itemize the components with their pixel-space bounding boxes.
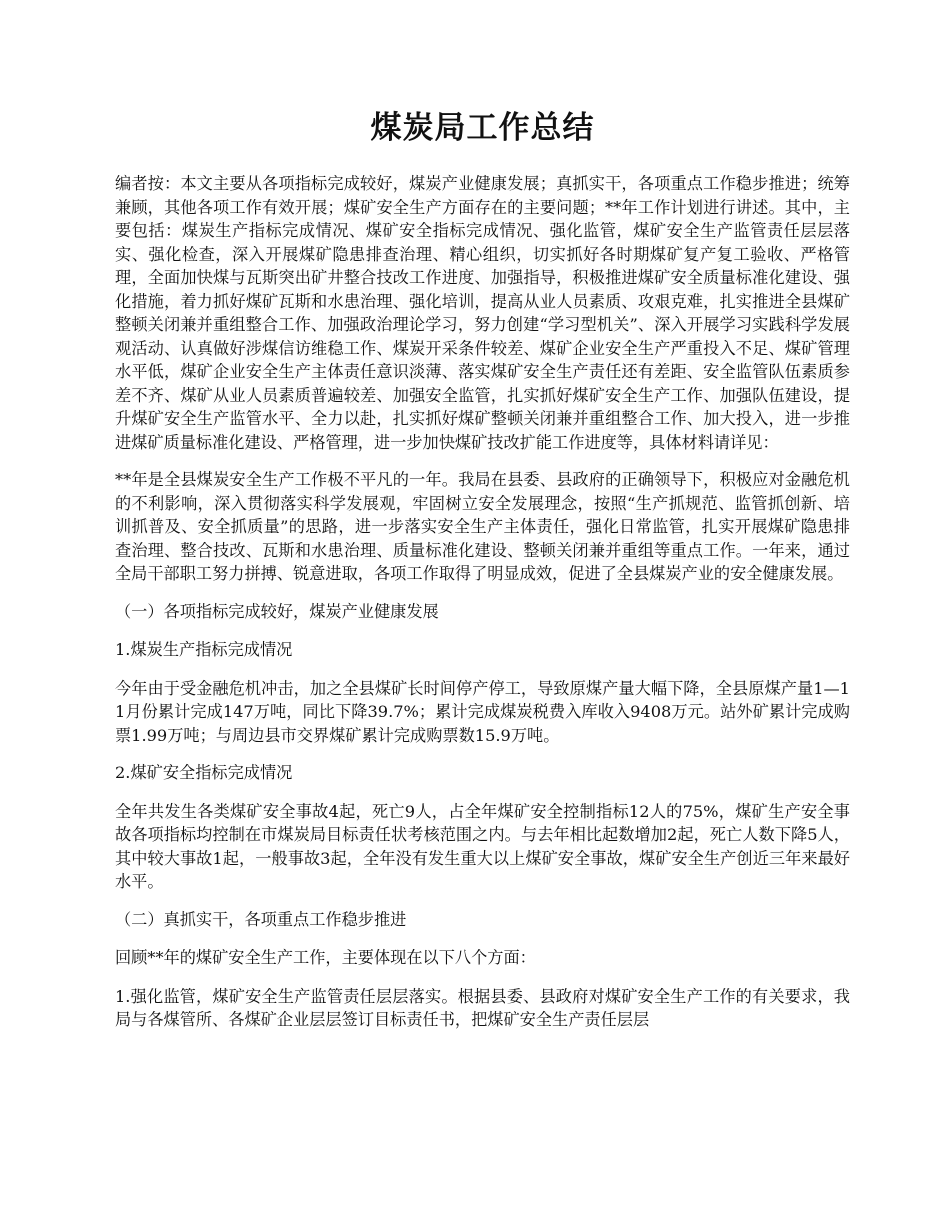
item-1-paragraph: 1.强化监管，煤矿安全生产监管责任层层落实。根据县委、县政府对煤矿安全生产工作的有关要求，我局与各煤管所、各煤矿企业层层签订目标责任书，把煤矿安全生产责任层层 [115, 986, 850, 1030]
document-page [115, 108, 850, 1046]
intro-paragraph: **年是全县煤炭安全生产工作极不平凡的一年。我局在县委、县政府的正确领导下，积极应对金融危机的不利影响，深入贯彻落实科学发展观，牢固树立安全发展理念，按照“生产抓规范、监管抓创新、培训抓普及、安全抓质量”的思路，进一步落实安全生产主体责任，强化日常监管，扎实开展煤矿隐患排查治理、整合技改、瓦斯和水患治理、质量标准化建设、整顿关闭兼并重组等重点工作。一年来，通过全局干部职工努力拼搏、锐意进取，各项工作取得了明显成效，促进了全县煤炭产业的安全健康发展。 [115, 470, 850, 584]
review-paragraph: 回顾**年的煤矿安全生产工作，主要体现在以下八个方面： [115, 948, 536, 968]
safety-paragraph: 全年共发生各类煤矿安全事故4起，死亡9人，占全年煤矿安全控制指标12人的75%，煤矿生产安全事故各项指标均控制在市煤炭局目标责任状考核范围之内。与去年相比起数增加2起，死亡人数下降5人，其中较大事故1起，一般事故3起，全年没有发生重大以上煤矿安全事故，煤矿安全生产创近三年来最好水平。 [115, 801, 850, 892]
editor-note-paragraph: 编者按：本文主要从各项指标完成较好，煤炭产业健康发展；真抓实干，各项重点工作稳步推进；统筹兼顾，其他各项工作有效开展；煤矿安全生产方面存在的主要问题；**年工作计划进行讲述。其中，主要包括：煤炭生产指标完成情况、煤矿安全指标完成情况、强化监管，煤矿安全生产监管责任层层落实、强化检查，深入开展煤矿隐患排查治理、精心组织，切实抓好各时期煤矿复产复工验收、严格管理，全面加快煤与瓦斯突出矿井整合技改工作进度、加强指导，积极推进煤矿安全质量标准化建设、强化措施，着力抓好煤矿瓦斯和水患治理、强化培训，提高从业人员素质、攻艰克难，扎实推进全县煤矿整顿关闭兼并重组整合工作、加强政治理论学习，努力创建“学习型机关”、深入开展学习实践科学发展观活动、认真做好涉煤信访维稳工作、煤炭开采条件较差、煤矿企业安全生产严重投入不足、煤矿管理水平低，煤矿企业安全生产主体责任意识淡薄、落实煤矿安全生产责任还有差距、安全监管队伍素质参差不齐、煤矿从业人员素质普遍较差、加强安全监管，扎实抓好煤矿安全生产工作、加强队伍建设，提升煤矿安全生产监管水平、全力以赴，扎实抓好煤矿整顿关闭兼并重组整合工作、加大投入，进一步推进煤矿质量标准化建设、严格管理，进一步加快煤矿技改扩能工作进度等，具体材料请详见： [115, 174, 850, 452]
subsection-heading-safety: 2.煤矿安全指标完成情况 [115, 763, 293, 783]
section-heading-2: （二）真抓实干，各项重点工作稳步推进 [115, 909, 407, 929]
section-heading-1: （一）各项指标完成较好，煤炭产业健康发展 [115, 601, 439, 621]
production-paragraph: 今年由于受金融危机冲击，加之全县煤矿长时间停产停工，导致原煤产量大幅下降，全县原煤产量1—11月份累计完成147万吨，同比下降39.7%；累计完成煤炭税费入库收入9408万元。站外矿累计完成购票1.99万吨；与周边县市交界煤矿累计完成购票数15.9万吨。 [115, 678, 850, 745]
document-title: 煤炭局工作总结 [370, 110, 595, 146]
subsection-heading-production: 1.煤炭生产指标完成情况 [115, 640, 293, 660]
